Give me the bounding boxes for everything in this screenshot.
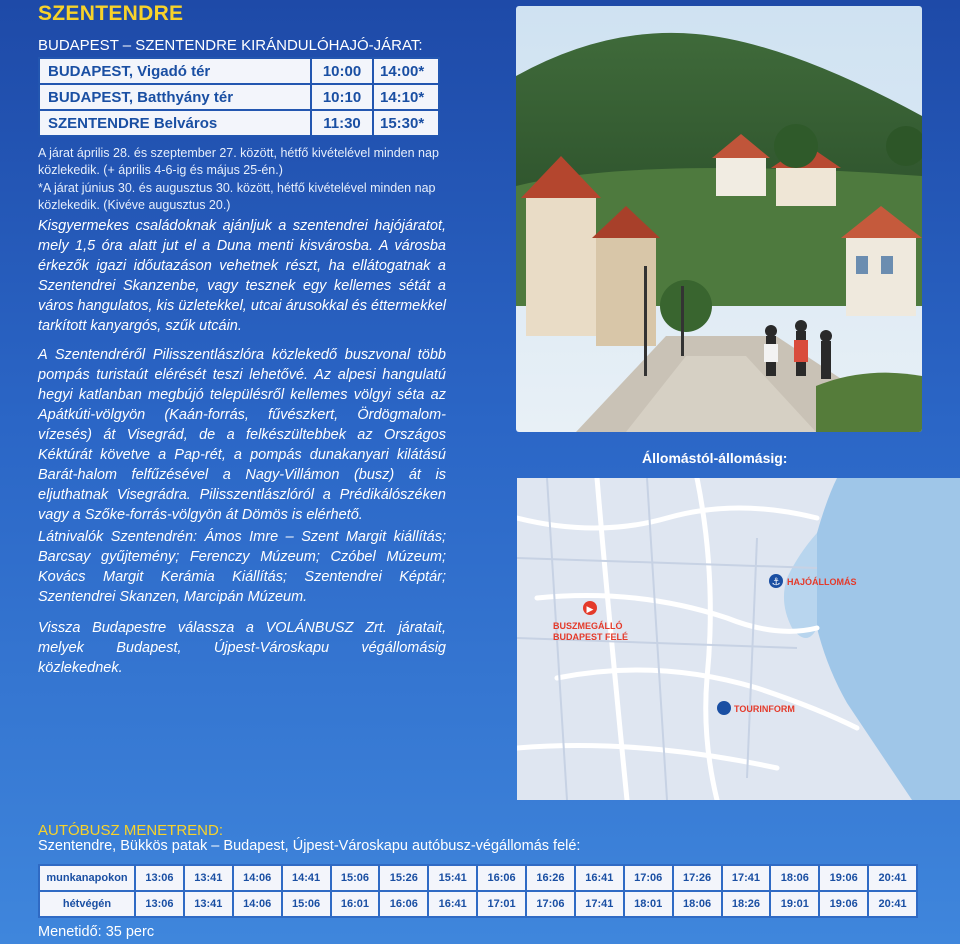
bus-time: 13:06 bbox=[135, 891, 184, 917]
bus-stop-icon bbox=[583, 601, 597, 615]
town-photo bbox=[516, 6, 922, 432]
bus-time: 20:41 bbox=[868, 891, 917, 917]
ferry-stop: BUDAPEST, Batthyány tér bbox=[39, 84, 311, 110]
bus-stop-label: BUSZMEGÁLLÓ bbox=[553, 621, 623, 631]
ferry-time: 14:00* bbox=[373, 58, 439, 84]
travel-time: Menetidő: 35 perc bbox=[38, 924, 155, 940]
map-title: Állomástól-állomásig: bbox=[642, 450, 788, 466]
intro-paragraph: Kisgyermekes családoknak ajánljuk a szentendrei hajójáratot, mely 1,5 óra alatt jut el a Duna menti kisvárosba. A városba érkezők igazi időutazáson vehetnek részt, ha ellátogatnak a Szentendrei Skanzenbe, vagy tesznek egy kellemes sétát a város hangulatos, kis üzletekkel, utcai árusokkal és éttermekkel tarkított kanyargós, szűk utcáin. bbox=[38, 218, 446, 334]
table-row bbox=[39, 84, 439, 110]
ferry-label: HAJÓÁLLOMÁS bbox=[787, 577, 857, 587]
bus-time: 17:41 bbox=[722, 865, 771, 891]
bus-stop-label: BUDAPEST FELÉ bbox=[553, 632, 629, 642]
bus-time: 20:41 bbox=[868, 865, 917, 891]
bus-time: 17:26 bbox=[673, 865, 722, 891]
bus-time: 15:06 bbox=[331, 865, 380, 891]
ferry-timetable bbox=[38, 57, 440, 137]
table-row bbox=[39, 865, 917, 891]
table-row bbox=[39, 58, 439, 84]
town-map bbox=[517, 478, 960, 800]
bus-time: 16:41 bbox=[428, 891, 477, 917]
bus-time: 19:01 bbox=[770, 891, 819, 917]
ferry-time: 10:00 bbox=[311, 58, 373, 84]
tourinform-label: TOURINFORM bbox=[734, 704, 795, 714]
bus-heading: AUTÓBUSZ MENETREND: bbox=[38, 822, 224, 839]
bus-time: 18:06 bbox=[770, 865, 819, 891]
bus-time: 14:06 bbox=[233, 891, 282, 917]
ferry-note: *A járat június 30. és augusztus 30. között, hétfő kivételével minden nap közlekedik. (Kivéve augusztus 20.) bbox=[38, 181, 436, 212]
ferry-stop: SZENTENDRE Belváros bbox=[39, 110, 311, 136]
return-paragraph: Vissza Budapestre válassza a VOLÁNBUSZ Zrt. járatait, melyek Budapest, Újpest-Városkapu végállomásig közlekednek. bbox=[38, 620, 446, 676]
bus-time: 16:41 bbox=[575, 865, 624, 891]
row-label: hétvégén bbox=[39, 891, 135, 917]
table-row bbox=[39, 891, 917, 917]
ferry-note: A járat április 28. és szeptember 27. között, hétfő kivételével minden nap közlekedik. (+ április 4-6-ig és május 25-én.) bbox=[38, 146, 439, 177]
bus-time: 14:06 bbox=[233, 865, 282, 891]
sights-paragraph: Látnivalók Szentendrén: Ámos Imre – Szent Margit kiállítás; Barcsay gyűjtemény; Ferenczy Múzeum; Czóbel Múzeum; Kovács Margit Kerámia Kiállítás; Szentendrei Képtár; Szentendrei Skanzen, Marcipán Múzeum. bbox=[38, 529, 446, 605]
bus-timetable bbox=[38, 864, 918, 918]
bus-time: 16:26 bbox=[526, 865, 575, 891]
bus-time: 17:41 bbox=[575, 891, 624, 917]
bus-time: 18:26 bbox=[722, 891, 771, 917]
ferry-time: 11:30 bbox=[311, 110, 373, 136]
bus-time: 19:06 bbox=[819, 891, 868, 917]
bus-time: 14:41 bbox=[282, 865, 331, 891]
hiking-paragraph: A Szentendréről Pilisszentlászlóra közlekedő buszvonal több pompás turistaút elérését teszi lehetővé. Az alpesi hangulatú hegyi katlanban megbújó településről kellemes völgyi séta az Apátkúti-völgyön (Kaán-forrás, fűvészkert, Ördögmalom-vízesés) át Visegrád, de a felkészültebbek az Országos Kéktúrát követve a Pap-rét, a pompás dunakanyari kilátású Barát-halom felfűzésével a Nagy-Villámon (busz) át is eljuthatnak Visegrádra. Pilisszentlászlóról a Prédikálószéken vagy a Szőke-forrás-völgyön át Dömös is elérhető. bbox=[38, 347, 446, 523]
ferry-time: 10:10 bbox=[311, 84, 373, 110]
table-row bbox=[39, 110, 439, 136]
ferry-time: 14:10* bbox=[373, 84, 439, 110]
bus-time: 18:01 bbox=[624, 891, 673, 917]
ferry-stop: BUDAPEST, Vigadó tér bbox=[39, 58, 311, 84]
anchor-icon bbox=[769, 574, 783, 588]
page-title: SZENTENDRE bbox=[38, 2, 184, 25]
bus-time: 18:06 bbox=[673, 891, 722, 917]
bus-time: 16:06 bbox=[379, 891, 428, 917]
ferry-subtitle: BUDAPEST – SZENTENDRE KIRÁNDULÓHAJÓ-JÁRAT: bbox=[38, 37, 423, 54]
bus-time: 16:06 bbox=[477, 865, 526, 891]
bus-time: 17:01 bbox=[477, 891, 526, 917]
bus-time: 17:06 bbox=[526, 891, 575, 917]
row-label: munkanapokon bbox=[39, 865, 135, 891]
bus-time: 16:01 bbox=[331, 891, 380, 917]
bus-time: 13:06 bbox=[135, 865, 184, 891]
svg-text:⚓: ⚓ bbox=[771, 577, 781, 588]
bus-route: Szentendre, Bükkös patak – Budapest, Újpest-Városkapu autóbusz-végállomás felé: bbox=[38, 838, 581, 854]
info-icon bbox=[717, 701, 731, 715]
bus-time: 15:06 bbox=[282, 891, 331, 917]
bus-time: 15:26 bbox=[379, 865, 428, 891]
bus-time: 19:06 bbox=[819, 865, 868, 891]
bus-time: 13:41 bbox=[184, 891, 233, 917]
bus-time: 15:41 bbox=[428, 865, 477, 891]
bus-time: 13:41 bbox=[184, 865, 233, 891]
bus-time: 17:06 bbox=[624, 865, 673, 891]
ferry-time: 15:30* bbox=[373, 110, 439, 136]
svg-text:▶: ▶ bbox=[586, 605, 594, 615]
